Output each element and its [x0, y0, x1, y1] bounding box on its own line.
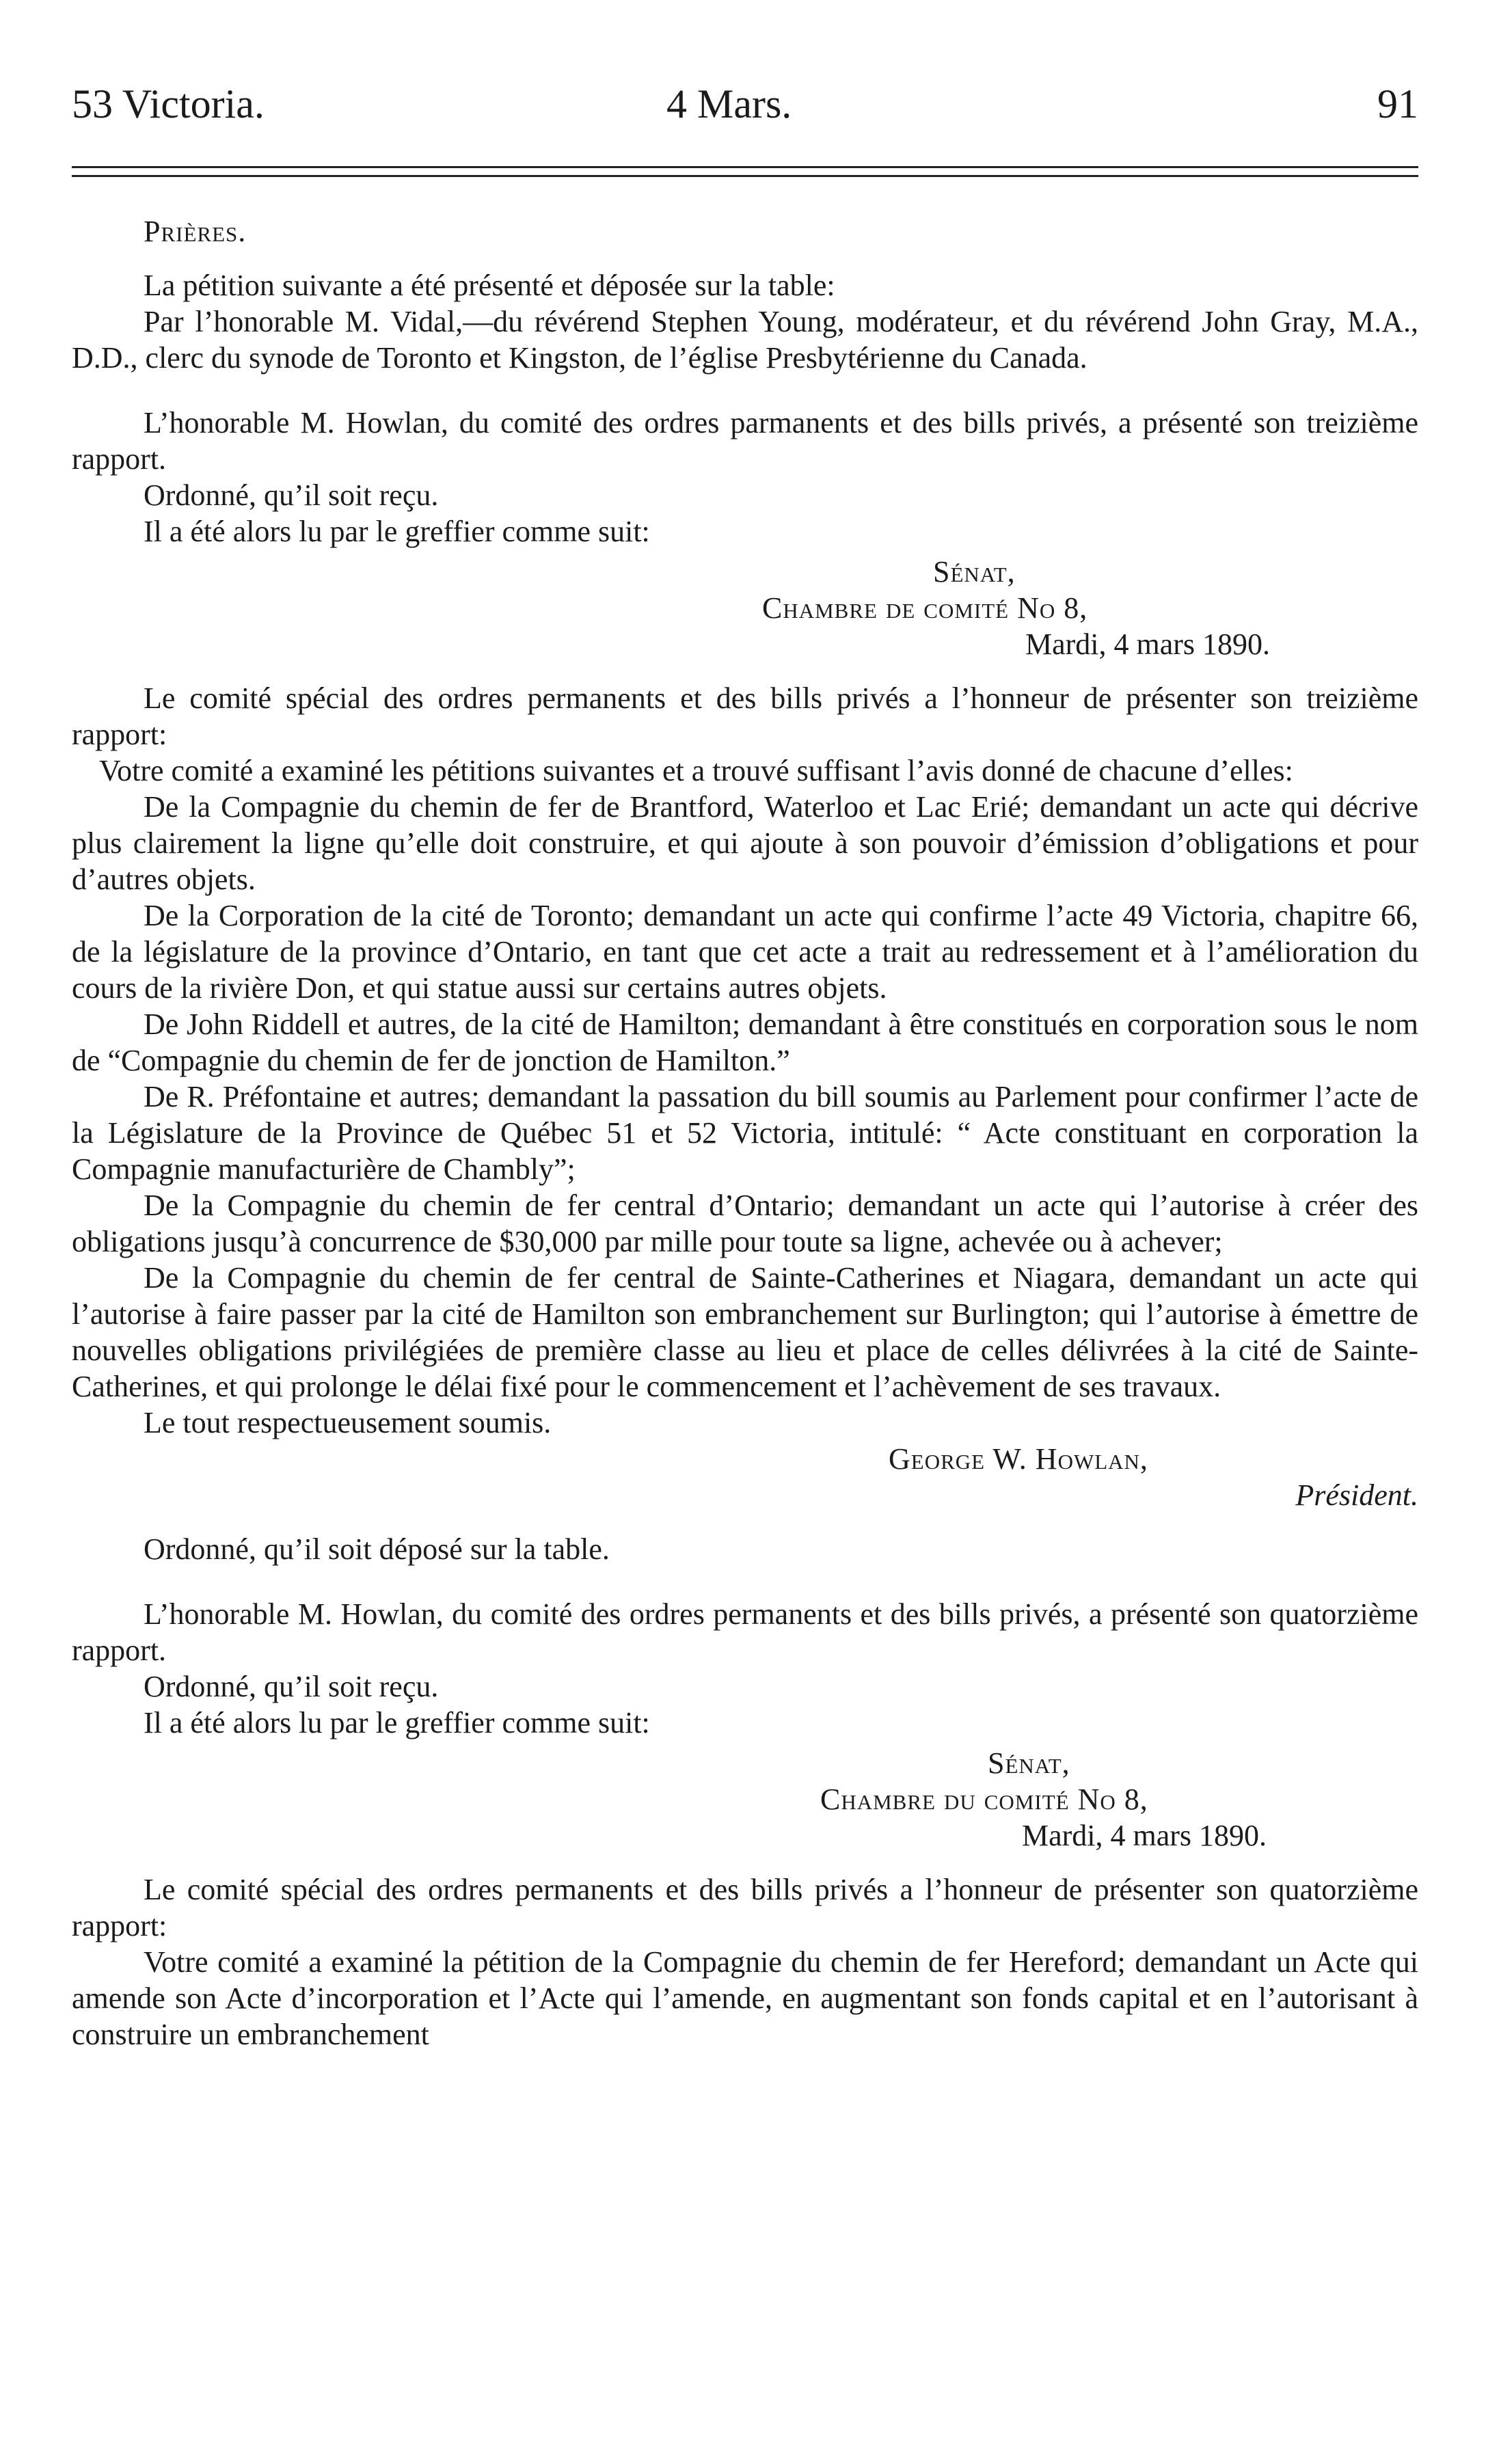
paragraph: Ordonné, qu’il soit déposé sur la table.: [144, 1532, 610, 1566]
report-heading-date: Mardi, 4 mars 1890.: [1022, 1819, 1267, 1852]
report-heading-senat: Sénat,: [988, 1746, 1070, 1780]
page-number: 91: [1377, 81, 1418, 126]
signature-title: Président.: [1295, 1478, 1418, 1512]
header-date: 4 Mars.: [666, 81, 792, 126]
paragraph: De la Corporation de la cité de Toronto; demandant un acte qui confirme l’acte 49 Victoria, chapitre 66, de la législature de la province d’Ontario, en tant que cet acte a trait au redressement et à l’amélioration du cours de la rivière Don, et qui statue aussi sur certains autres objets.: [72, 899, 1418, 1005]
paragraph: Votre comité a examiné la pétition de la Compagnie du chemin de fer Hereford; demandant un Acte qui amende son Acte d’incorporation et l’Acte qui l’amende, en augmentant son fonds capital et en l’autorisant à construire un embranchement: [72, 1945, 1418, 2051]
paragraph: Le comité spécial des ordres permanents et des bills privés a l’honneur de présenter son treizième rapport:: [72, 681, 1418, 751]
paragraph: De R. Préfontaine et autres; demandant la passation du bill soumis au Parlement pour confirmer l’acte de la Législature de la Province de Québec 51 et 52 Victoria, intitulé: “ Acte constituant en corporation la Compagnie manufacturière de Chambly”;: [72, 1080, 1418, 1186]
paragraph: La pétition suivante a été présenté et déposée sur la table:: [144, 269, 835, 302]
signature-name: George W. Howlan,: [889, 1442, 1148, 1476]
section-title: Prières.: [144, 215, 247, 248]
paragraph: De la Compagnie du chemin de fer de Brantford, Waterloo et Lac Erié; demandant un acte qui décrive plus clairement la ligne qu’elle doit construire, et qui ajoute à son pouvoir d’émission d’obligations et pour d’autres objets.: [72, 790, 1418, 896]
header-session: 53 Victoria.: [72, 81, 265, 126]
paragraph: Le tout respectueusement soumis.: [144, 1406, 552, 1439]
report-heading-senat: Sénat,: [933, 555, 1016, 588]
page-body: [72, 213, 1418, 2053]
paragraph: Le comité spécial des ordres permanents et des bills privés a l’honneur de présenter son quatorzième rapport:: [72, 1873, 1418, 1942]
paragraph: L’honorable M. Howlan, du comité des ordres permanents et des bills privés, a présenté son quatorzième rapport.: [72, 1597, 1418, 1667]
header-rule-bottom: [72, 175, 1418, 177]
header-rule-top: [72, 166, 1418, 168]
paragraph: De John Riddell et autres, de la cité de Hamilton; demandant à être constitués en corporation sous le nom de “Compagnie du chemin de fer de jonction de Hamilton.”: [72, 1007, 1418, 1077]
paragraph: Votre comité a examiné les pétitions suivantes et a trouvé suffisant l’avis donné de chacune d’elles:: [99, 754, 1293, 787]
paragraph: Il a été alors lu par le greffier comme suit:: [144, 515, 650, 548]
paragraph: L’honorable M. Howlan, du comité des ordres parmanents et des bills privés, a présenté son treizième rapport.: [72, 406, 1418, 476]
paragraph: Ordonné, qu’il soit reçu.: [144, 1670, 439, 1703]
paragraph: Ordonné, qu’il soit reçu.: [144, 478, 439, 512]
report-heading-chambre: Chambre du comité No 8,: [820, 1783, 1148, 1816]
paragraph: De la Compagnie du chemin de fer central de Sainte-Catherines et Niagara, demandant un acte qui l’autorise à faire passer par la cité de Hamilton son embranchement sur Burlington; qui l’autorise à émettre de nouvelles obligations privilégiées de première classe au lieu et place de celles délivrées à la cité de Sainte-Catherines, et qui prolonge le délai fixé pour le commencement et l’achèvement de ses travaux.: [72, 1261, 1418, 1403]
report-heading-chambre: Chambre de comité No 8,: [762, 591, 1088, 625]
paragraph: Par l’honorable M. Vidal,—du révérend Stephen Young, modérateur, et du révérend John Gray, M.A., D.D., clerc du synode de Toronto et Kingston, de l’église Presbytérienne du Canada.: [72, 305, 1418, 375]
paragraph: Il a été alors lu par le greffier comme suit:: [144, 1706, 650, 1739]
report-heading-date: Mardi, 4 mars 1890.: [1025, 627, 1271, 661]
paragraph: De la Compagnie du chemin de fer central d’Ontario; demandant un acte qui l’autorise à créer des obligations jusqu’à concurrence de $30,000 par mille pour toute sa ligne, achevée ou à achever;: [72, 1189, 1418, 1258]
